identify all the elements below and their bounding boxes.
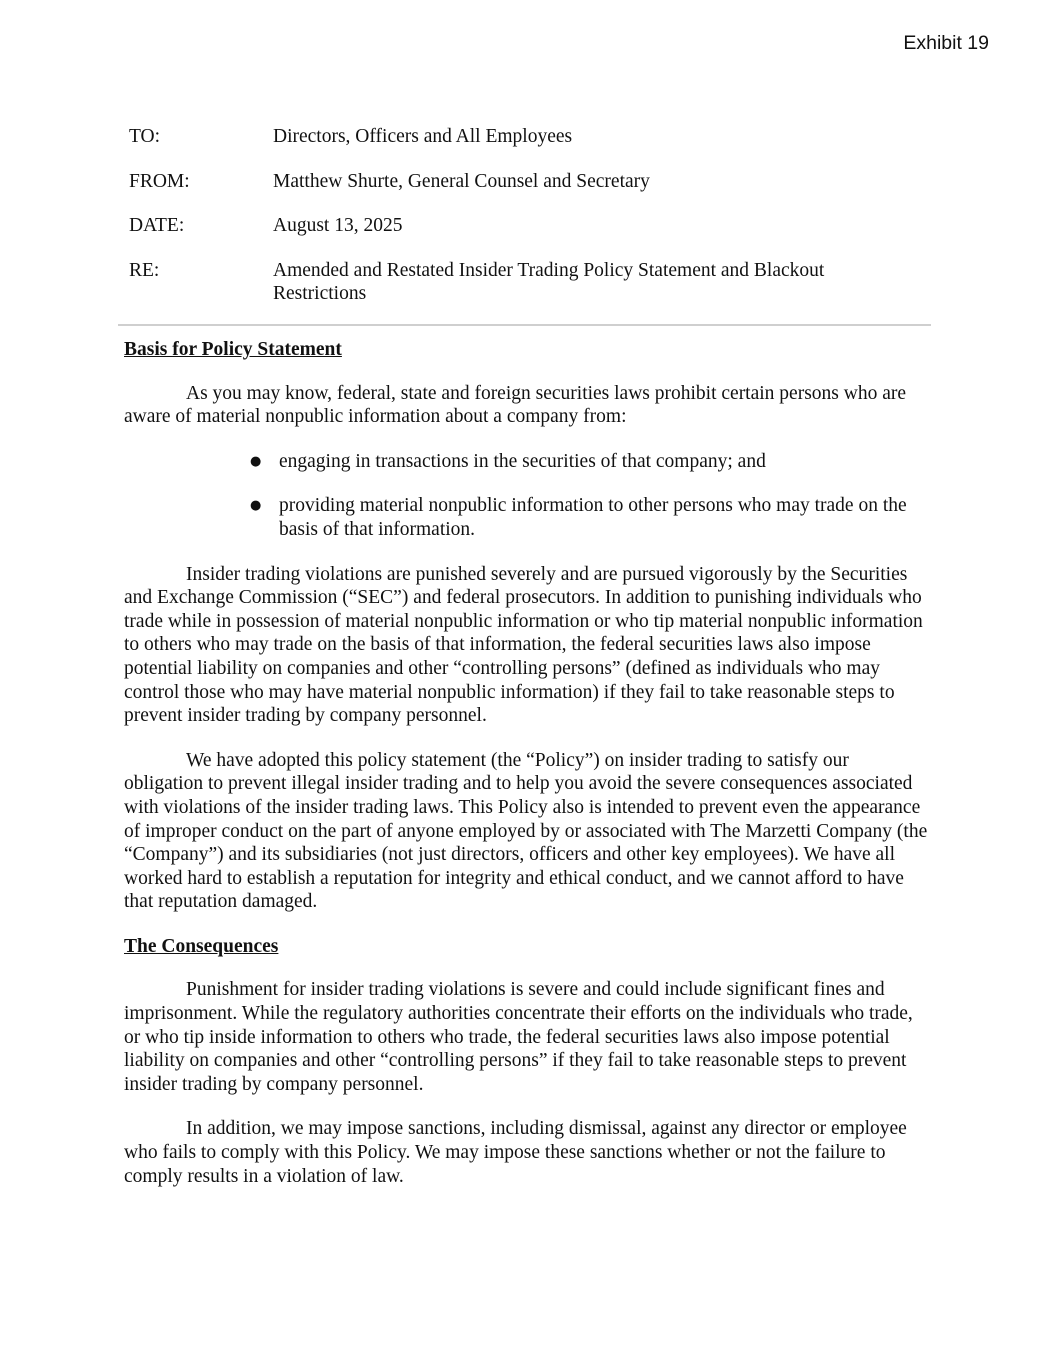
memo-label-re: RE: <box>129 259 160 281</box>
memo-value-date: August 13, 2025 <box>273 215 403 237</box>
memo-value-re: Amended and Restated Insider Trading Policy Statement and Blackout Restrictions <box>273 259 825 305</box>
list-item-text: engaging in transactions in the securities of that company; and <box>279 450 766 472</box>
memo-row-from <box>129 170 909 194</box>
list-item-text: providing material nonpublic information to other persons who may trade on the basis of that information. <box>279 495 907 540</box>
section-heading-basis: Basis for Policy Statement <box>124 339 342 360</box>
header-divider <box>118 324 931 326</box>
memo-row-re <box>129 259 909 306</box>
paragraph-basis-intro: As you may know, federal, state and foreign securities laws prohibit certain persons who are aware of material nonpublic information about a company from: <box>124 382 907 428</box>
paragraph-basis-policy: We have adopted this policy statement (the “Policy”) on insider trading to satisfy our obligation to prevent illegal insider trading and to help you avoid the severe consequences associated with violations of the insider trading laws. This Policy also is intended to prevent even the appearance of improper conduct on the part of anyone employed by or associated with The Marzetti Company (the “Company”) and its subsidiaries (not just directors, officers and other key employees). We have all worked hard to establish a reputation for integrity and ethical conduct, and we cannot afford to have that reputation damaged. <box>124 749 928 913</box>
memo-label-date: DATE: <box>129 215 185 237</box>
list-item <box>250 450 932 474</box>
bullet-icon: ● <box>250 453 262 469</box>
document-body <box>124 338 932 1209</box>
bullet-icon: ● <box>250 498 262 514</box>
paragraph-basis-violations: Insider trading violations are punished severely and are pursued vigorously by the Securities and Exchange Commission (“SEC”) and federal prosecutors. In addition to punishing individuals who trade while in possession of material nonpublic information or who tip material nonpublic information to others who may trade on the basis of that information, the federal securities laws also impose potential liability on companies and other “controlling persons” (defined as individuals who may control those who may have material nonpublic information) if they fail to take reasonable steps to prevent insider trading by company personnel. <box>124 563 923 727</box>
memo-value-to: Directors, Officers and All Employees <box>273 126 573 147</box>
memo-label-from: FROM: <box>129 170 190 192</box>
memo-header <box>129 125 909 306</box>
memo-row-to <box>129 125 909 149</box>
list-item <box>250 494 932 541</box>
memo-row-date <box>129 214 909 238</box>
prohibition-list <box>124 450 932 542</box>
memo-label-to: TO: <box>129 126 161 147</box>
paragraph-consequences-sanctions: In addition, we may impose sanctions, including dismissal, against any director or employee who fails to comply with this Policy. We may impose these sanctions whether or not the failure to comply results in a violation of law. <box>124 1118 907 1187</box>
memo-value-from: Matthew Shurte, General Counsel and Secretary <box>273 170 650 192</box>
exhibit-label: Exhibit 19 <box>903 32 989 54</box>
section-heading-consequences: The Consequences <box>124 935 279 957</box>
paragraph-consequences-punishment: Punishment for insider trading violations is severe and could include significant fines and imprisonment. While the regulatory authorities concentrate their efforts on the individuals who trade, or who tip inside information to others who trade, the federal securities laws also impose potential liability on companies and other “controlling persons” if they fail to take reasonable steps to prevent insider trading by company personnel. <box>124 979 913 1095</box>
